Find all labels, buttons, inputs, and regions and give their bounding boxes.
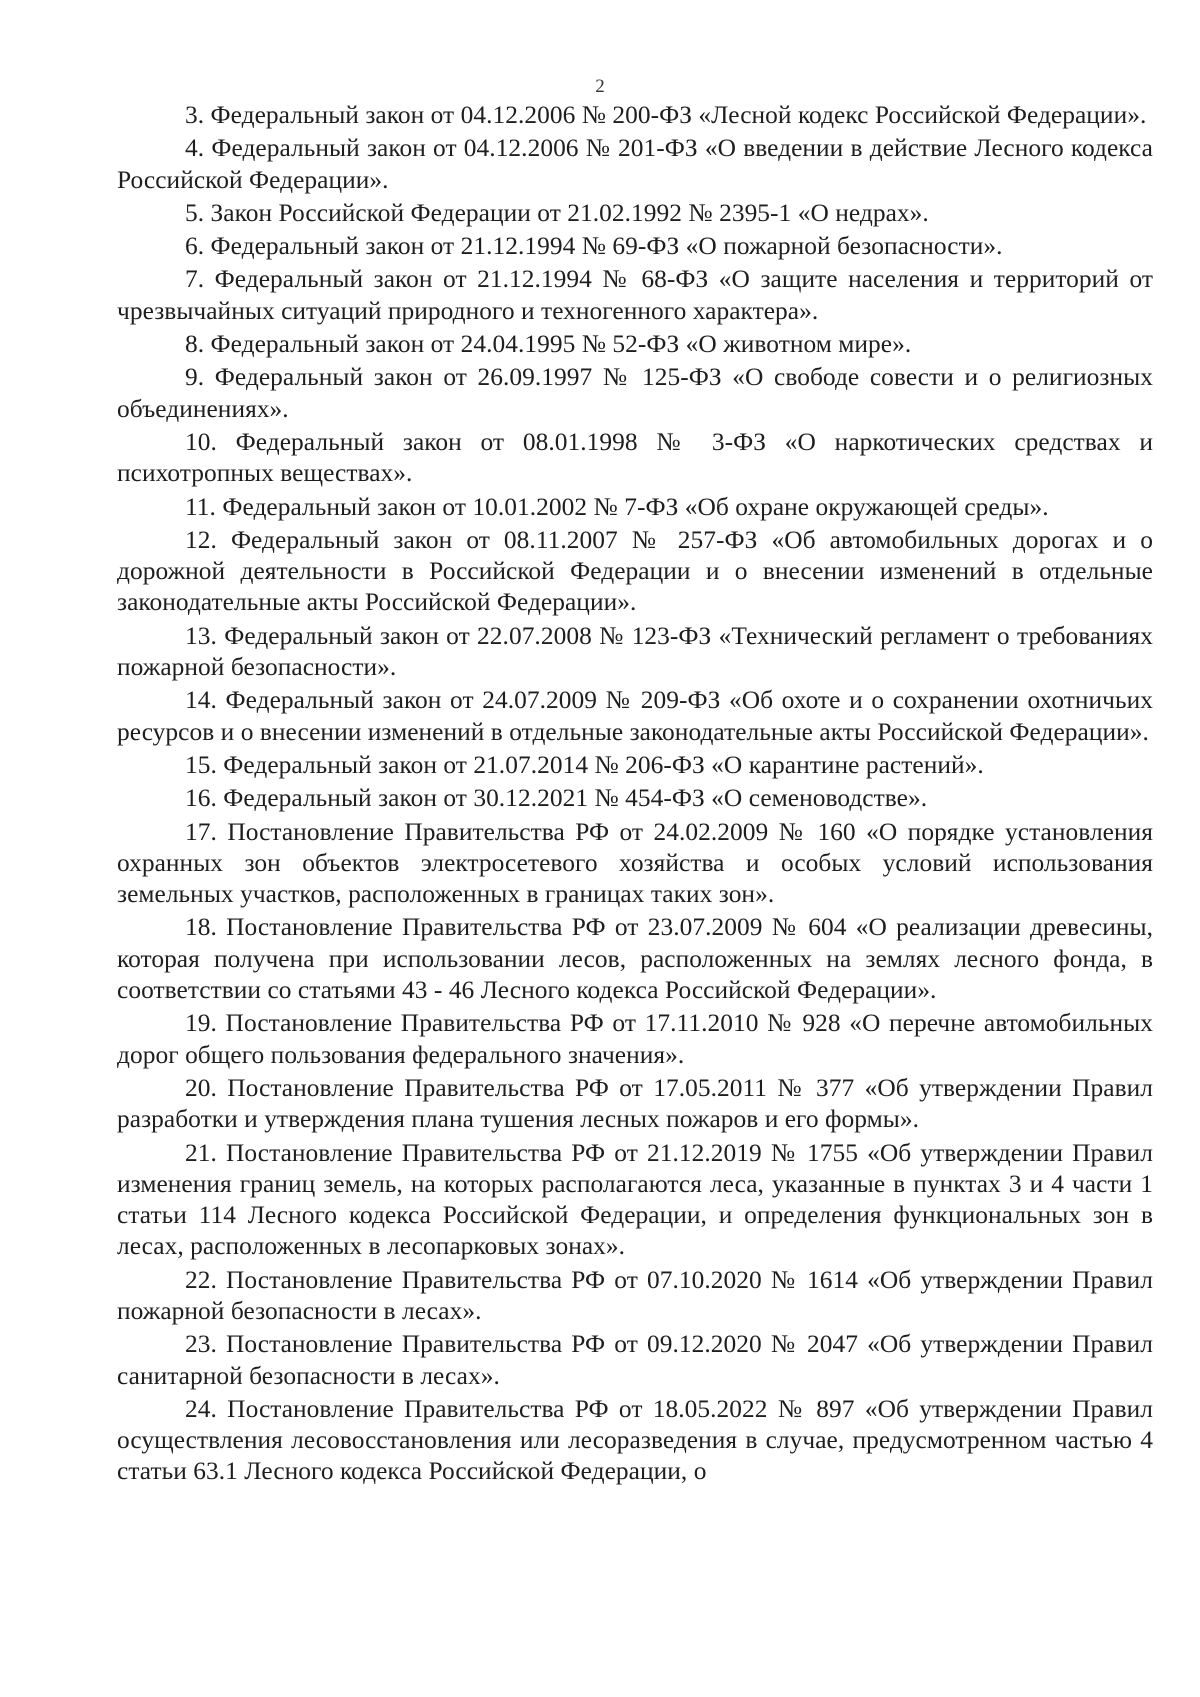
- list-item: 22. Постановление Правительства РФ от 07.10.2020 № 1614 «Об утверждении Правил пожарной безопасности в лесах».: [117, 1265, 1153, 1325]
- list-item: 4. Федеральный закон от 04.12.2006 № 201-ФЗ «О введении в действие Лесного кодекса Российской Федерации».: [117, 134, 1153, 194]
- list-item: 17. Постановление Правительства РФ от 24.02.2009 № 160 «О порядке установления охранных зон объектов электросетевого хозяйства и особых условий использования земельных участков, расположенных в границах таких зон».: [117, 817, 1153, 909]
- list-item: 15. Федеральный закон от 21.07.2014 № 206-ФЗ «О карантине растений».: [185, 750, 984, 779]
- list-item: 11. Федеральный закон от 10.01.2002 № 7-ФЗ «Об охране окружающей среды».: [185, 492, 1049, 521]
- list-item: 21. Постановление Правительства РФ от 21.12.2019 № 1755 «Об утверждении Правил изменения границ земель, на которых располагаются леса, указанные в пунктах 3 и 4 части 1 статьи 114 Лесного кодекса Российской Федерации, и определения функциональных зон в лесах, расположенных в лесопарковых зонах».: [117, 1138, 1153, 1261]
- list-item: 10. Федеральный закон от 08.01.1998 № 3-ФЗ «О наркотических средствах и психотропных веществах».: [117, 427, 1153, 488]
- list-item: 24. Постановление Правительства РФ от 18.05.2022 № 897 «Об утверждении Правил осуществления лесовосстановления или лесоразведения в случае, предусмотренном частью 4 статьи 63.1 Лесного кодекса Российской Федерации, о: [117, 1394, 1153, 1486]
- list-item: 23. Постановление Правительства РФ от 09.12.2020 № 2047 «Об утверждении Правил санитарной безопасности в лесах».: [117, 1330, 1153, 1390]
- list-item: 19. Постановление Правительства РФ от 17.11.2010 № 928 «О перечне автомобильных дорог общего пользования федерального значения».: [117, 1009, 1153, 1069]
- list-item: 3. Федеральный закон от 04.12.2006 № 200-ФЗ «Лесной кодекс Российской Федерации».: [185, 101, 1147, 129]
- list-item: 12. Федеральный закон от 08.11.2007 № 257-ФЗ «Об автомобильных дорогах и о дорожной деятельности в Российской Федерации и о внесении изменений в отдельные законодательные акты Российской Федерации».: [117, 525, 1153, 617]
- list-item: 8. Федеральный закон от 24.04.1995 № 52-ФЗ «О животном мире».: [185, 330, 912, 359]
- list-item: 20. Постановление Правительства РФ от 17.05.2011 № 377 «Об утверждении Правил разработки и утверждения плана тушения лесных пожаров и его формы».: [117, 1073, 1153, 1134]
- list-item: 16. Федеральный закон от 30.12.2021 № 454-ФЗ «О семеноводстве».: [185, 784, 928, 813]
- list-item: 5. Закон Российской Федерации от 21.02.1992 № 2395-1 «О недрах».: [185, 198, 929, 227]
- list-item: 7. Федеральный закон от 21.12.1994 № 68-ФЗ «О защите населения и территорий от чрезвычайных ситуаций природного и техногенного характера».: [117, 265, 1153, 325]
- legal-acts-list: [117, 100, 1153, 1490]
- page-number: 2: [595, 76, 605, 97]
- list-item: 14. Федеральный закон от 24.07.2009 № 209-ФЗ «Об охоте и о сохранении охотничьих ресурсов и о внесении изменений в отдельные законодательные акты Российской Федерации».: [117, 686, 1153, 746]
- list-item: 9. Федеральный закон от 26.09.1997 № 125-ФЗ «О свободе совести и о религиозных объединениях».: [117, 363, 1153, 423]
- list-item: 13. Федеральный закон от 22.07.2008 № 123-ФЗ «Технический регламент о требованиях пожарной безопасности».: [117, 621, 1153, 682]
- list-item: 6. Федеральный закон от 21.12.1994 № 69-ФЗ «О пожарной безопасности».: [185, 232, 1003, 261]
- list-item: 18. Постановление Правительства РФ от 23.07.2009 № 604 «О реализации древесины, которая получена при использовании лесов, расположенных на землях лесного фонда, в соответствии со статьями 43 - 46 Лесного кодекса Российской Федерации».: [117, 913, 1153, 1005]
